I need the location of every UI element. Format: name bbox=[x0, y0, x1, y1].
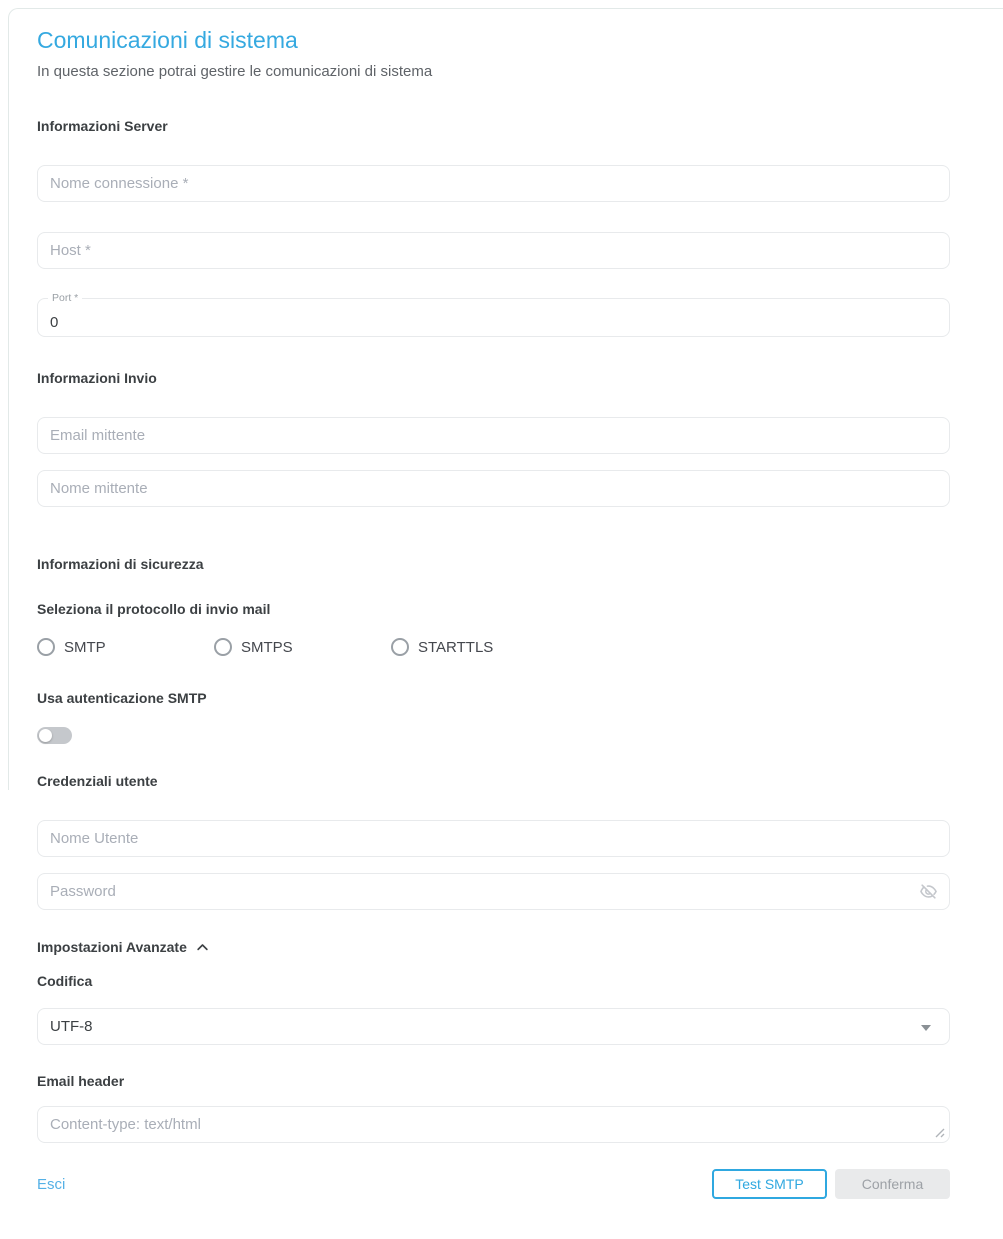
page-title: Comunicazioni di sistema bbox=[37, 27, 298, 53]
credentials-heading: Credenziali utente bbox=[37, 773, 158, 789]
radio-starttls[interactable] bbox=[391, 638, 568, 656]
server-info-heading: Informazioni Server bbox=[37, 118, 168, 134]
system-communications-form bbox=[37, 0, 950, 1199]
smtp-auth-toggle[interactable] bbox=[37, 727, 72, 744]
advanced-settings-toggle[interactable] bbox=[37, 938, 950, 956]
port-input[interactable] bbox=[38, 299, 949, 336]
radio-smtps-label: SMTPS bbox=[241, 638, 293, 656]
sender-email-input[interactable] bbox=[37, 417, 950, 454]
encoding-value: UTF-8 bbox=[50, 1018, 93, 1035]
email-header-field bbox=[37, 1106, 950, 1143]
page-subtitle: In questa sezione potrai gestire le comunicazioni di sistema bbox=[37, 63, 433, 80]
connection-name-input[interactable] bbox=[37, 165, 950, 202]
visibility-off-icon[interactable] bbox=[919, 882, 938, 901]
encoding-label: Codifica bbox=[37, 973, 93, 989]
caret-down-icon bbox=[921, 1025, 931, 1031]
radio-smtps[interactable] bbox=[214, 638, 391, 656]
protocol-radio-group bbox=[37, 638, 950, 656]
host-input[interactable] bbox=[37, 232, 950, 269]
form-footer bbox=[37, 1169, 950, 1199]
radio-smtp-icon[interactable] bbox=[37, 638, 55, 656]
encoding-select[interactable] bbox=[37, 1008, 950, 1045]
chevron-up-icon bbox=[195, 940, 210, 955]
confirm-button: Conferma bbox=[835, 1169, 950, 1199]
password-field bbox=[37, 873, 950, 910]
radio-smtp[interactable] bbox=[37, 638, 214, 656]
radio-starttls-icon[interactable] bbox=[391, 638, 409, 656]
sender-name-input[interactable] bbox=[37, 470, 950, 507]
smtp-auth-label: Usa autenticazione SMTP bbox=[37, 690, 207, 706]
toggle-knob bbox=[39, 729, 52, 742]
security-info-heading: Informazioni di sicurezza bbox=[37, 556, 204, 572]
send-info-heading: Informazioni Invio bbox=[37, 370, 157, 386]
email-header-textarea[interactable] bbox=[38, 1107, 949, 1142]
username-input[interactable] bbox=[37, 820, 950, 857]
radio-starttls-label: STARTTLS bbox=[418, 638, 494, 656]
resize-handle-icon[interactable] bbox=[933, 1126, 945, 1138]
radio-smtp-label: SMTP bbox=[64, 638, 106, 656]
exit-link[interactable]: Esci bbox=[37, 1175, 66, 1193]
test-smtp-button[interactable]: Test SMTP bbox=[712, 1169, 827, 1199]
password-input[interactable] bbox=[37, 873, 950, 910]
advanced-settings-heading: Impostazioni Avanzate bbox=[37, 939, 187, 955]
radio-smtps-icon[interactable] bbox=[214, 638, 232, 656]
email-header-label: Email header bbox=[37, 1073, 125, 1089]
protocol-select-label: Seleziona il protocollo di invio mail bbox=[37, 601, 271, 617]
port-field[interactable] bbox=[37, 292, 950, 337]
port-label: Port * bbox=[48, 292, 82, 305]
